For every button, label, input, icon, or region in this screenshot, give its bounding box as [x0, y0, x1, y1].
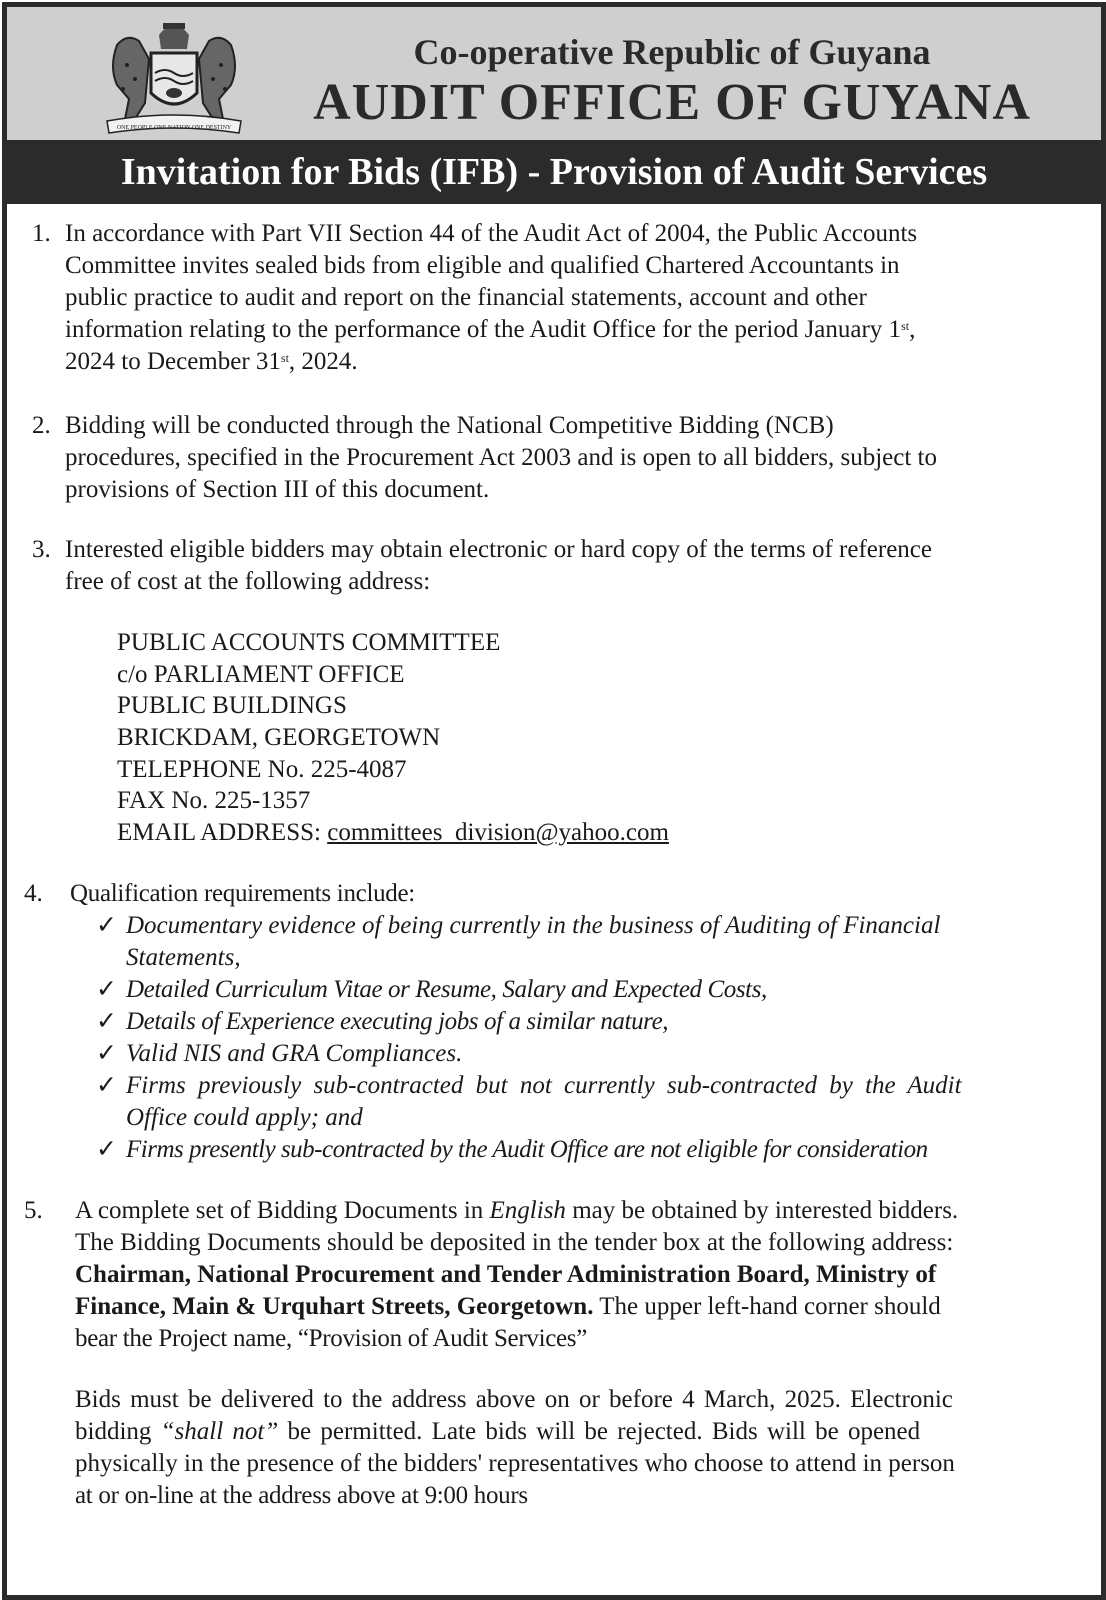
- checkmark-icon: ✓: [96, 1008, 117, 1035]
- ifb-title-bar: Invitation for Bids (IFB) - Provision of Audit Services: [7, 140, 1101, 204]
- item-line: Committee invites sealed bids from eligible and qualified Chartered Accountants in: [65, 252, 900, 279]
- item-line: Interested eligible bidders may obtain electronic or hard copy of the terms of reference: [65, 536, 932, 563]
- item-line: provisions of Section III of this document.: [65, 476, 490, 503]
- item-line: 2024 to December 31st, 2024.: [65, 348, 358, 375]
- item-line: public practice to audit and report on the financial statements, account and other: [65, 284, 867, 311]
- fax-line: FAX No. 225-1357: [117, 787, 311, 814]
- item-line: bear the Project name, “Provision of Audit Services”: [75, 1325, 588, 1352]
- tender-board-address: Chairman, National Procurement and Tender Administration Board, Ministry of: [75, 1261, 937, 1288]
- qualification-item: Valid NIS and GRA Compliances.: [126, 1040, 463, 1067]
- item-number: 3.: [32, 536, 51, 563]
- qualification-item: Office could apply; and: [126, 1104, 363, 1131]
- item-number: 2.: [32, 412, 51, 439]
- checkmark-icon: ✓: [96, 1040, 117, 1067]
- item-line: A complete set of Bidding Documents in English may be obtained by interested bidders.: [75, 1197, 959, 1224]
- address-line: BRICKDAM, GEORGETOWN: [117, 724, 441, 751]
- checkmark-icon: ✓: [96, 1072, 117, 1099]
- qualification-item: Firms previously sub-contracted but not currently sub-contracted by the Audit: [126, 1072, 962, 1099]
- item-line: bidding “shall not” be permitted. Late bids will be rejected. Bids will be opened: [75, 1418, 921, 1445]
- qualification-item: Detailed Curriculum Vitae or Resume, Salary and Expected Costs,: [126, 976, 767, 1003]
- item-number: 4.: [24, 880, 43, 907]
- email-link[interactable]: committees_division@yahoo.com: [327, 819, 669, 846]
- item-line: free of cost at the following address:: [65, 568, 431, 595]
- qualification-item: Details of Experience executing jobs of a similar nature,: [126, 1008, 669, 1035]
- svg-text:ONE PEOPLE ONE NATION ONE DE: ONE PEOPLE ONE NATION ONE DESTINY: [116, 125, 232, 131]
- checkmark-icon: ✓: [96, 1136, 117, 1163]
- item-line: The Bidding Documents should be deposited in the tender box at the following address:: [75, 1229, 954, 1256]
- header-banner: [7, 7, 1101, 140]
- telephone-line: TELEPHONE No. 225-4087: [117, 756, 407, 783]
- item-line: Bidding will be conducted through the National Competitive Bidding (NCB): [65, 412, 834, 439]
- email-line: [117, 817, 669, 849]
- item-line: procedures, specified in the Procurement Act 2003 and is open to all bidders, subject to: [65, 444, 937, 471]
- item-line: In accordance with Part VII Section 44 of the Audit Act of 2004, the Public Accounts: [65, 220, 918, 247]
- email-label: EMAIL ADDRESS:: [117, 819, 321, 846]
- item-line: Finance, Main & Urquhart Streets, Georgetown. The upper left-hand corner should: [75, 1293, 941, 1320]
- address-line: PUBLIC ACCOUNTS COMMITTEE: [117, 629, 501, 656]
- qualification-item: Documentary evidence of being currently in the business of Auditing of Financial: [126, 912, 941, 939]
- qualification-item: Statements,: [126, 944, 241, 971]
- qualification-intro: Qualification requirements include:: [70, 880, 415, 907]
- item-number: 5.: [24, 1197, 43, 1224]
- address-line: c/o PARLIAMENT OFFICE: [117, 661, 405, 688]
- qualification-item: Firms presently sub-contracted by the Audit Office are not eligible for consideration: [126, 1136, 928, 1163]
- header-office-name: AUDIT OFFICE OF GUYANA: [313, 74, 1031, 131]
- header-country: Co-operative Republic of Guyana: [413, 32, 931, 72]
- checkmark-icon: ✓: [96, 912, 117, 939]
- checkmark-icon: ✓: [96, 976, 117, 1003]
- coat-of-arms-icon: [99, 15, 249, 139]
- item-line: at or on-line at the address above at 9:00 hours: [75, 1482, 528, 1509]
- item-line: physically in the presence of the bidders' representatives who choose to attend in person: [75, 1450, 955, 1477]
- deadline-line: Bids must be delivered to the address above on or before 4 March, 2025. Electronic: [75, 1386, 953, 1413]
- item-number: 1.: [32, 220, 51, 247]
- address-line: PUBLIC BUILDINGS: [117, 692, 347, 719]
- item-line: information relating to the performance of the Audit Office for the period January 1st,: [65, 316, 916, 343]
